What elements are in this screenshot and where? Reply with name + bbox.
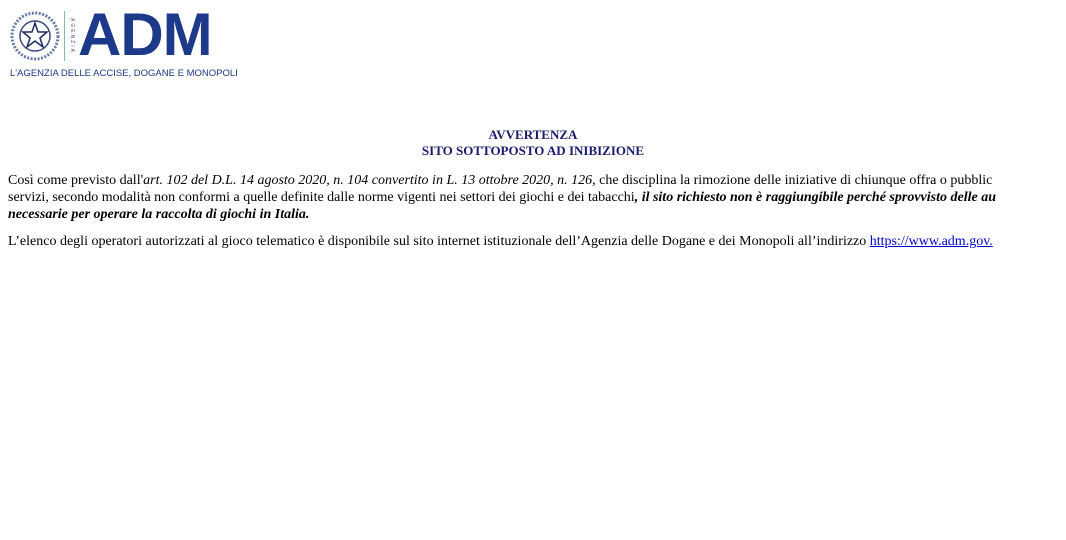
adm-wordmark: ADM — [78, 1, 212, 68]
adm-website-link[interactable]: https://www.adm.gov. — [869, 234, 993, 249]
law-reference: art. 102 del D.L. 14 agosto 2020, n. 104 convertito in L. 13 ottobre 2020, n. 126 — [143, 173, 593, 188]
title-warning: AVVERTENZA — [488, 127, 578, 142]
text: L’elenco degli operatori autorizzati al gioco telematico è disponibile sul sito internet istituzionale dell’Agenzia delle Dogane e dei Monopoli all’indirizzo — [8, 234, 870, 249]
agenzia-vertical-text: AGENZIA — [64, 11, 75, 61]
title-blocked-site: SITO SOTTOPOSTO AD INIBIZIONE — [421, 143, 645, 158]
logo-subtitle: L'AGENZIA DELLE ACCISE, DOGANE E MONOPOLI — [10, 68, 238, 79]
text: Così come previsto dall' — [8, 173, 144, 188]
text: servizi, secondo modalità non conformi a quelle definite dalle norme vigenti nei settori dei giochi e dei tabacchi — [8, 190, 635, 205]
adm-logo — [10, 1, 238, 80]
notice-title — [0, 127, 1066, 159]
operators-paragraph — [8, 233, 993, 250]
text: , che disciplina la rimozione delle iniziative di chiunque offra o pubblic — [592, 173, 993, 188]
blocked-statement: , il sito richiesto non è raggiungibile perché sprovvisto delle au — [634, 190, 996, 205]
legal-paragraph — [8, 172, 996, 223]
italian-emblem-icon — [10, 11, 60, 61]
blocked-statement-end: necessarie per operare la raccolta di giochi in Italia. — [8, 207, 310, 222]
